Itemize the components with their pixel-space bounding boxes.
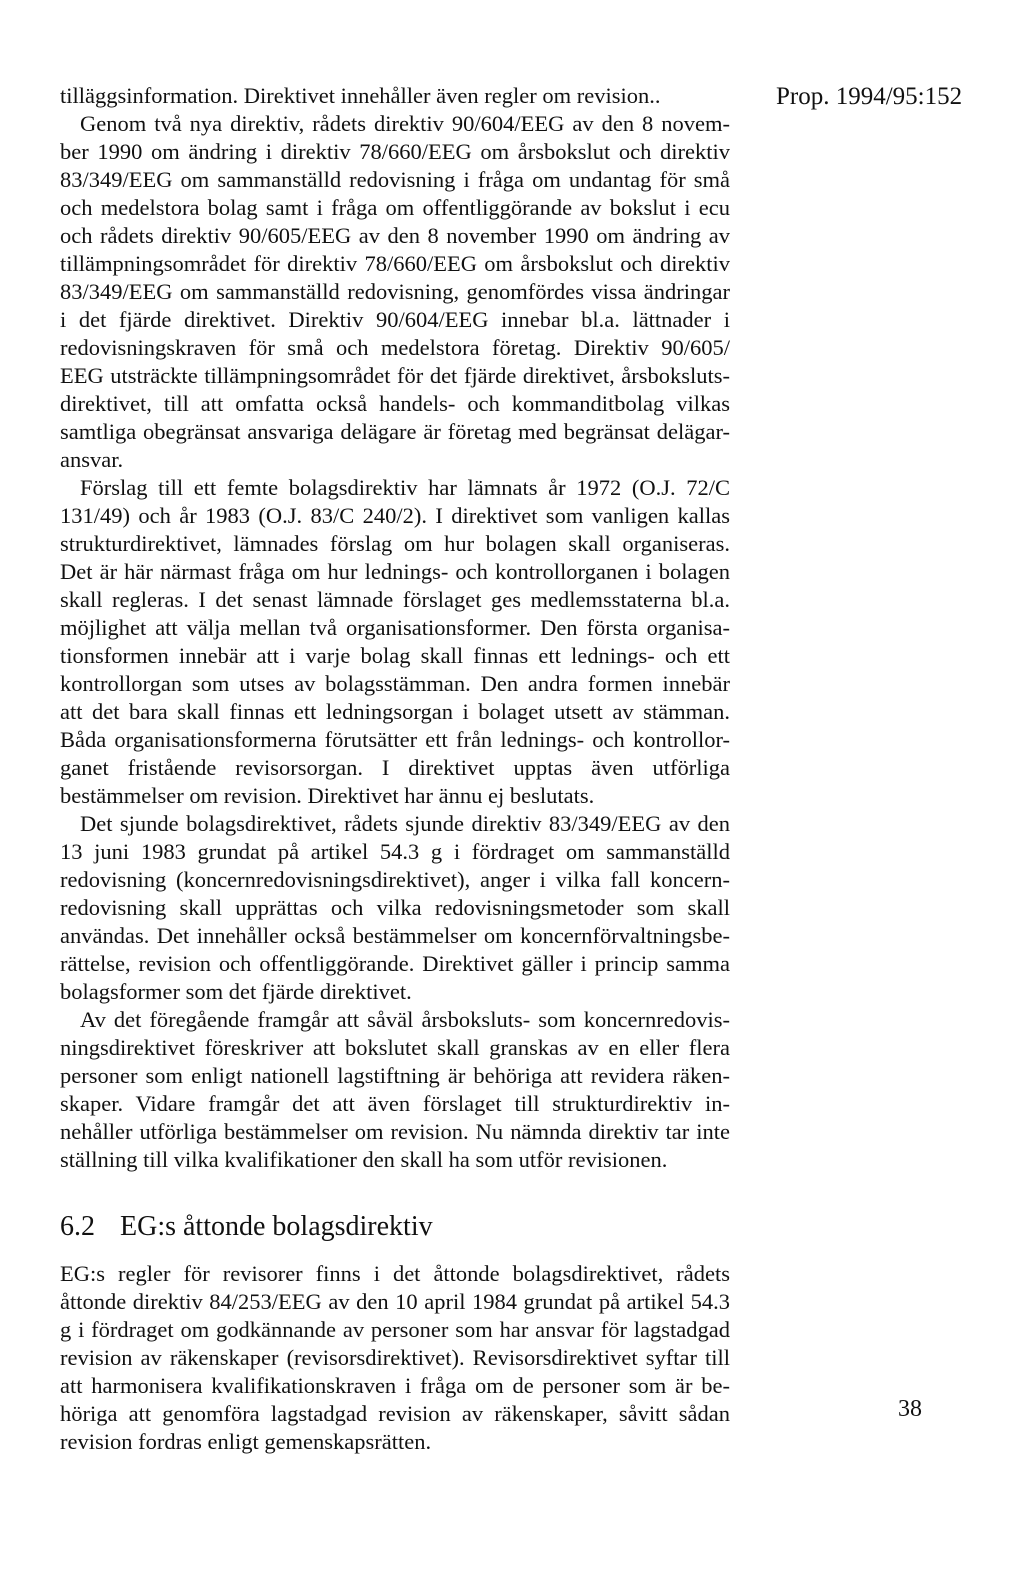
paragraph [60,810,730,1006]
text-line: ganet fristående revisorsorgan. I direktivet upptas även utförliga [60,755,730,780]
text-line: redovisningskraven för små och medelstora företag. Direktiv 90/605/ [60,335,730,360]
text-line: användas. Det innehåller också bestämmelser om koncernförvaltningsbe- [60,923,730,948]
text-line: 131/49) och år 1983 (O.J. 83/C 240/2). I direktivet som vanligen kallas [60,503,730,528]
text-line: i det fjärde direktivet. Direktiv 90/604/EEG innebar bl.a. lättnader i [60,307,730,332]
text-line: att det bara skall finnas ett ledningsorgan i bolaget utsett av stämman. [60,699,730,724]
text-line: revision av räkenskaper (revisorsdirektivet). Revisorsdirektivet syftar till [60,1345,730,1370]
text-line: och rådets direktiv 90/605/EEG av den 8 november 1990 om ändring av [60,223,730,248]
text-line: 83/349/EEG om sammanställd redovisning, genomfördes vissa ändringar [60,279,730,304]
proposition-reference: Prop. 1994/95:152 [776,83,963,110]
text-line: samtliga obegränsat ansvariga delägare är företag med begränsat delägar- [60,419,730,444]
text-line: tionsformen innebär att i varje bolag skall finnas ett lednings- och ett [60,643,730,668]
text-line: EG:s regler för revisorer finns i det åttonde bolagsdirektivet, rådets [60,1261,730,1286]
text-line: möjlighet att välja mellan två organisationsformer. Den första organisa- [60,615,730,640]
text-line: och medelstora bolag samt i fråga om offentliggörande av bokslut i ecu [60,195,730,220]
paragraph [60,474,730,810]
text-line: Det är här närmast fråga om hur lednings- och kontrollorganen i bolagen [60,559,730,584]
text-line: revision fordras enligt gemenskapsrätten. [60,1429,432,1454]
paragraph [60,110,730,474]
text-line: personer som enligt nationell lagstiftning är behöriga att revidera räken- [60,1063,730,1088]
text-line: Genom två nya direktiv, rådets direktiv 90/604/EEG av den 8 novem- [80,111,730,136]
section-heading [60,1210,730,1244]
text-line: Förslag till ett femte bolagsdirektiv har lämnats år 1972 (O.J. 72/C [80,475,730,500]
text-line: ansvar. [60,447,124,472]
text-line: åttonde direktiv 84/253/EEG av den 10 april 1984 grundat på artikel 54.3 [60,1289,730,1314]
text-line: Av det föregående framgår att såväl årsboksluts- som koncernredovis- [80,1007,730,1032]
text-line: redovisning (koncernredovisningsdirektivet), anger i vilka fall koncern- [60,867,730,892]
text-line: skaper. Vidare framgår det att även förslaget till strukturdirektiv in- [60,1091,730,1116]
text-line: EEG utsträckte tillämpningsområdet för det fjärde direktivet, årsboksluts- [60,363,730,388]
text-line: höriga att genomföra lagstadgad revision av räkenskaper, såvitt sådan [60,1401,730,1426]
page-number: 38 [898,1396,922,1422]
text-line: bolagsformer som det fjärde direktivet. [60,979,412,1004]
text-line: g i fördraget om godkännande av personer som har ansvar för lagstadgad [60,1317,730,1342]
text-line: 83/349/EEG om sammanställd redovisning i fråga om undantag för små [60,167,730,192]
text-line: kontrollorgan som utses av bolagsstämman. Den andra formen innebär [60,671,730,696]
text-line: Båda organisationsformerna förutsätter ett från lednings- och kontrollor- [60,727,730,752]
text-line: Det sjunde bolagsdirektivet, rådets sjunde direktiv 83/349/EEG av den [80,811,730,836]
text-line: tillämpningsområdet för direktiv 78/660/EEG om årsbokslut och direktiv [60,251,730,276]
body-text [60,82,730,1456]
text-line: redovisning skall upprättas och vilka redovisningsmetoder som skall [60,895,730,920]
text-line: tilläggsinformation. Direktivet innehåller även regler om revision.. [60,83,661,108]
text-line: ställning till vilka kvalifikationer den skall ha som utför revisionen. [60,1147,668,1172]
text-line: skall regleras. I det senast lämnade förslaget ges medlemsstaterna bl.a. [60,587,730,612]
text-line: ningsdirektivet föreskriver att bokslutet skall granskas av en eller flera [60,1035,730,1060]
text-line: rättelse, revision och offentliggörande. Direktivet gäller i princip samma [60,951,730,976]
text-line: 13 juni 1983 grundat på artikel 54.3 g i fördraget om sammanställd [60,839,730,864]
text-line: ber 1990 om ändring i direktiv 78/660/EEG om årsbokslut och direktiv [60,139,730,164]
text-line: att harmonisera kvalifikationskraven i fråga om de personer som är be- [60,1373,730,1398]
section-number: 6.2 [60,1211,95,1242]
paragraph-continuation [60,82,730,110]
text-line: strukturdirektivet, lämnades förslag om hur bolagen skall organiseras. [60,531,730,556]
paragraph [60,1006,730,1174]
text-line: nehåller utförliga bestämmelser om revision. Nu nämnda direktiv tar inte [60,1119,730,1144]
paragraph [60,1260,730,1456]
text-line: bestämmelser om revision. Direktivet har ännu ej beslutats. [60,783,595,808]
section-title: EG:s åttonde bolagsdirektiv [120,1211,433,1242]
text-line: direktivet, till att omfatta också handels- och kommanditbolag vilkas [60,391,730,416]
